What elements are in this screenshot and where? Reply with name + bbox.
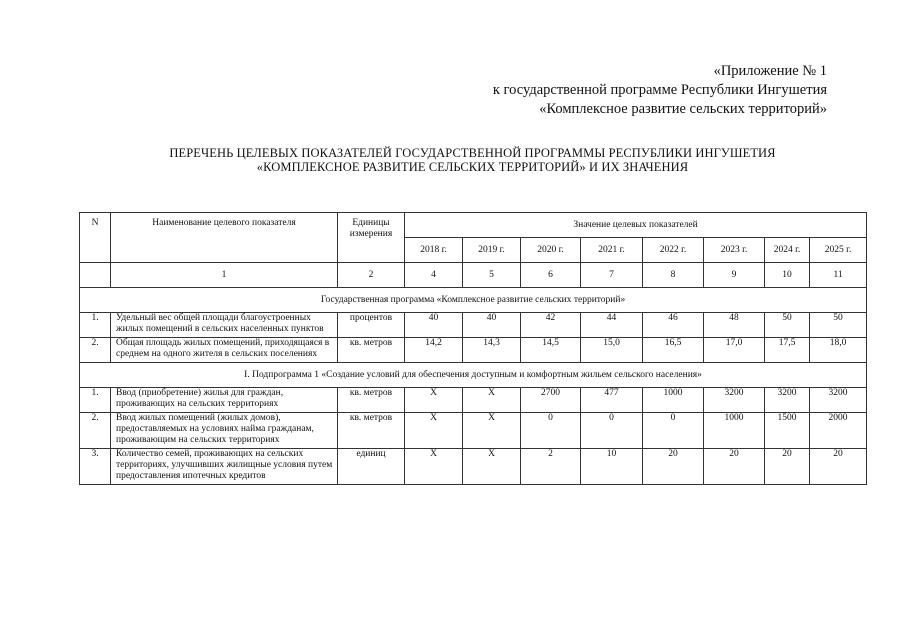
header-year: 2019 г. — [463, 238, 521, 263]
document-title-line-1: ПЕРЕЧЕНЬ ЦЕЛЕВЫХ ПОКАЗАТЕЛЕЙ ГОСУДАРСТВЕННОЙ ПРОГРАММЫ РЕСПУБЛИКИ ИНГУШЕТИЯ — [169, 146, 776, 160]
appendix-line-3: «Комплексное развитие сельских территорий» — [539, 101, 827, 117]
indicator-name: Ввод (приобретение) жилья для граждан, проживающих на сельских территориях — [111, 388, 338, 413]
indicator-value: 14,2 — [405, 338, 463, 363]
indicators-table — [79, 212, 867, 485]
section-title: I. Подпрограмма 1 «Создание условий для обеспечения доступным и комфортным жильем сельского населения» — [80, 363, 867, 388]
appendix-line-2: к государственной программе Республики Ингушетия — [492, 82, 827, 98]
column-number: 11 — [810, 263, 867, 288]
indicator-row — [80, 413, 867, 449]
indicator-number: 3. — [80, 449, 111, 485]
indicator-value: 20 — [704, 449, 765, 485]
column-number: 8 — [643, 263, 704, 288]
indicator-unit: кв. метров — [338, 388, 405, 413]
indicator-row — [80, 388, 867, 413]
indicator-name: Ввод жилых помещений (жилых домов), предоставляемых на условиях найма гражданам, проживающим на сельских территориях — [111, 413, 338, 449]
header-year: 2023 г. — [704, 238, 765, 263]
indicator-value: 20 — [765, 449, 810, 485]
indicator-row — [80, 449, 867, 485]
indicator-unit: кв. метров — [338, 338, 405, 363]
header-year: 2018 г. — [405, 238, 463, 263]
indicator-number: 1. — [80, 313, 111, 338]
indicator-value: 2000 — [810, 413, 867, 449]
indicator-value: 42 — [521, 313, 581, 338]
indicator-value: 20 — [643, 449, 704, 485]
indicator-number: 2. — [80, 413, 111, 449]
indicator-value: 477 — [581, 388, 643, 413]
appendix-line-1: «Приложение № 1 — [713, 63, 827, 79]
indicator-value: X — [405, 449, 463, 485]
indicator-value: 0 — [521, 413, 581, 449]
indicator-value: 50 — [810, 313, 867, 338]
indicator-value: X — [463, 388, 521, 413]
indicator-number: 2. — [80, 338, 111, 363]
indicator-value: 3200 — [704, 388, 765, 413]
header-name: Наименование целевого показателя — [111, 213, 338, 263]
indicator-value: 20 — [810, 449, 867, 485]
column-number: 5 — [463, 263, 521, 288]
header-year: 2024 г. — [765, 238, 810, 263]
indicator-value: 17,0 — [704, 338, 765, 363]
indicator-value: 15,0 — [581, 338, 643, 363]
indicator-value: X — [463, 449, 521, 485]
column-number: 10 — [765, 263, 810, 288]
column-number: 7 — [581, 263, 643, 288]
indicator-value: X — [405, 413, 463, 449]
indicator-name: Количество семей, проживающих на сельских территориях, улучшивших жилищные условия путем предоставления ипотечных кредитов — [111, 449, 338, 485]
document-title-line-2: «КОМПЛЕКСНОЕ РАЗВИТИЕ СЕЛЬСКИХ ТЕРРИТОРИЙ» И ИХ ЗНАЧЕНИЯ — [256, 160, 689, 174]
document-title — [100, 146, 845, 174]
header-year: 2022 г. — [643, 238, 704, 263]
indicator-value: 16,5 — [643, 338, 704, 363]
indicator-number: 1. — [80, 388, 111, 413]
indicator-value: 50 — [765, 313, 810, 338]
indicator-value: 40 — [463, 313, 521, 338]
column-number — [80, 263, 111, 288]
section-title: Государственная программа «Комплексное развитие сельских территорий» — [80, 288, 867, 313]
indicator-unit: кв. метров — [338, 413, 405, 449]
indicator-value: 46 — [643, 313, 704, 338]
header-values: Значение целевых показателей — [405, 213, 867, 238]
indicator-name: Общая площадь жилых помещений, приходящаяся в среднем на одного жителя в сельских поселениях — [111, 338, 338, 363]
header-year: 2025 г. — [810, 238, 867, 263]
indicator-value: 10 — [581, 449, 643, 485]
indicator-value: 3200 — [810, 388, 867, 413]
indicator-value: 0 — [581, 413, 643, 449]
indicator-value: 0 — [643, 413, 704, 449]
column-number: 1 — [111, 263, 338, 288]
column-number: 4 — [405, 263, 463, 288]
column-number: 2 — [338, 263, 405, 288]
section-row — [80, 288, 867, 313]
table-body — [80, 263, 867, 485]
appendix-header — [493, 62, 827, 119]
indicator-row — [80, 338, 867, 363]
header-year: 2020 г. — [521, 238, 581, 263]
indicator-value: 40 — [405, 313, 463, 338]
indicator-value: 17,5 — [765, 338, 810, 363]
indicator-value: 1000 — [643, 388, 704, 413]
indicator-value: 44 — [581, 313, 643, 338]
indicator-name: Удельный вес общей площади благоустроенных жилых помещений в сельских населенных пунктов — [111, 313, 338, 338]
column-number: 6 — [521, 263, 581, 288]
indicator-value: 14,5 — [521, 338, 581, 363]
indicator-value: 2700 — [521, 388, 581, 413]
indicator-value: 3200 — [765, 388, 810, 413]
header-n: N — [80, 213, 111, 263]
indicator-value: 18,0 — [810, 338, 867, 363]
indicator-unit: единиц — [338, 449, 405, 485]
column-number: 9 — [704, 263, 765, 288]
indicator-unit: процентов — [338, 313, 405, 338]
indicator-value: 48 — [704, 313, 765, 338]
column-numbers-row — [80, 263, 867, 288]
indicator-value: 14,3 — [463, 338, 521, 363]
indicator-value: 1500 — [765, 413, 810, 449]
indicator-value: X — [405, 388, 463, 413]
indicator-row — [80, 313, 867, 338]
indicator-value: 2 — [521, 449, 581, 485]
header-unit: Единицы измерения — [338, 213, 405, 263]
indicator-value: X — [463, 413, 521, 449]
section-row — [80, 363, 867, 388]
indicator-value: 1000 — [704, 413, 765, 449]
header-year: 2021 г. — [581, 238, 643, 263]
